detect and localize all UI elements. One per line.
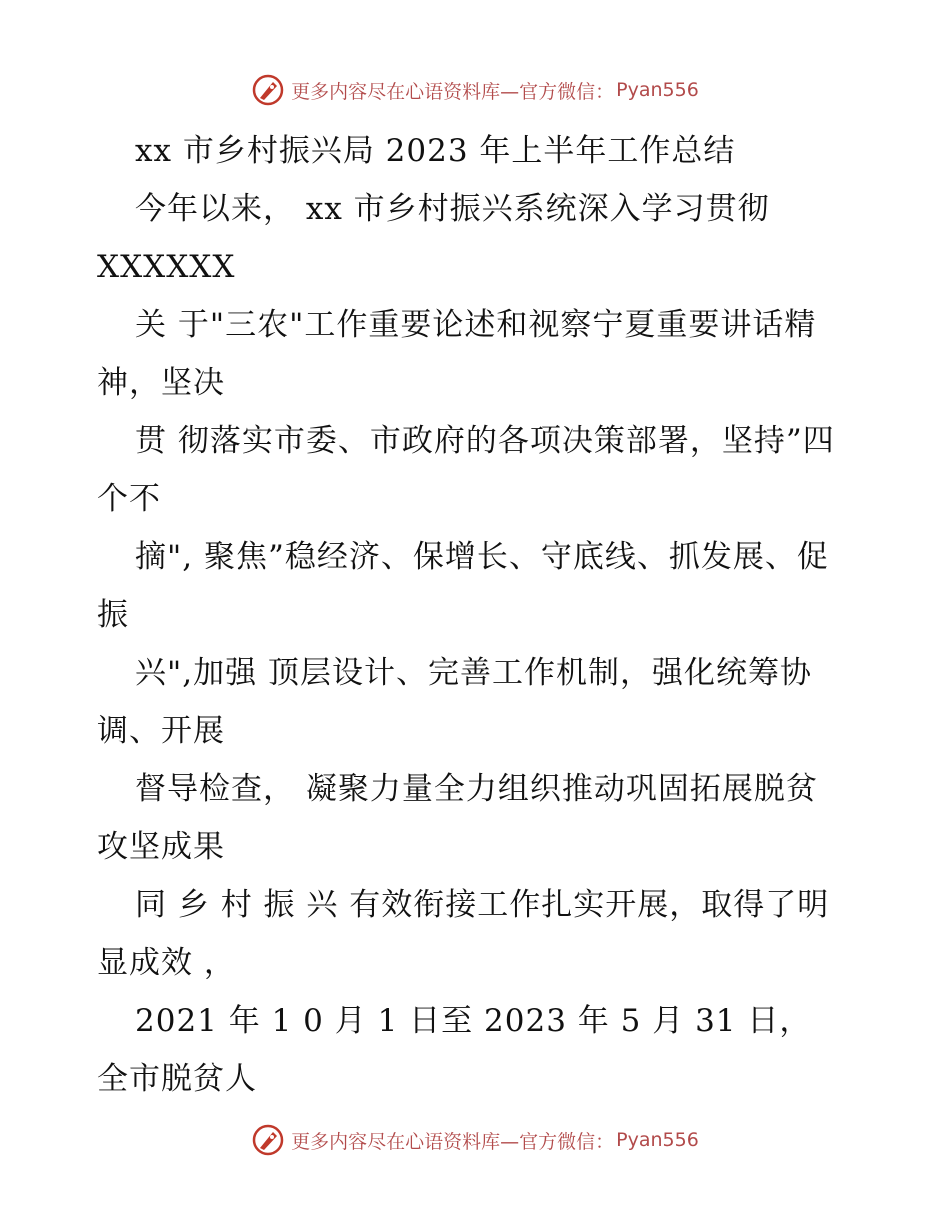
- paragraph-6: 督导检查， 凝聚力量全力组织推动巩固拓展脱贫攻坚成果: [97, 771, 818, 865]
- document-body: [97, 122, 837, 1108]
- banner-text: 更多内容尽在心语资料库—官方微信：: [291, 80, 615, 103]
- paragraph-4: 摘", 聚焦”稳经济、保增长、守底线、抓发展、促振: [97, 539, 829, 633]
- paragraph-3: 贯 彻落实市委、市政府的各项决策部署，坚持”四个不: [97, 423, 835, 517]
- pen-nib-logo-icon: [251, 1123, 285, 1157]
- paragraph-5: 兴",加强 顶层设计、完善工作机制，强化统筹协调、开展: [97, 655, 812, 749]
- footer-watermark-banner: [0, 1120, 950, 1160]
- document-title: xx 市乡村振兴局 2023 年上半年工作总结: [135, 133, 736, 169]
- paragraph-1: 今年以来， xx 市乡村振兴系统深入学习贯彻 XXXXXX: [97, 191, 770, 285]
- paragraph-7: 同 乡 村 振 兴 有效衔接工作扎实开展，取得了明显成效 ，: [97, 887, 830, 981]
- paragraph-2: 关 于"三农"工作重要论述和视察宁夏重要讲话精神，坚决: [97, 307, 817, 401]
- banner-wechat-id: Pyan556: [616, 1129, 699, 1151]
- banner-wechat-id: Pyan556: [616, 79, 699, 101]
- pen-nib-logo-icon: [251, 73, 285, 107]
- header-watermark-banner: [0, 70, 950, 110]
- paragraph-8: 2021 年 1 0 月 1 日至 2023 年 5 月 31 日，全市脱贫人: [97, 1003, 812, 1097]
- banner-text: 更多内容尽在心语资料库—官方微信：: [291, 1130, 615, 1153]
